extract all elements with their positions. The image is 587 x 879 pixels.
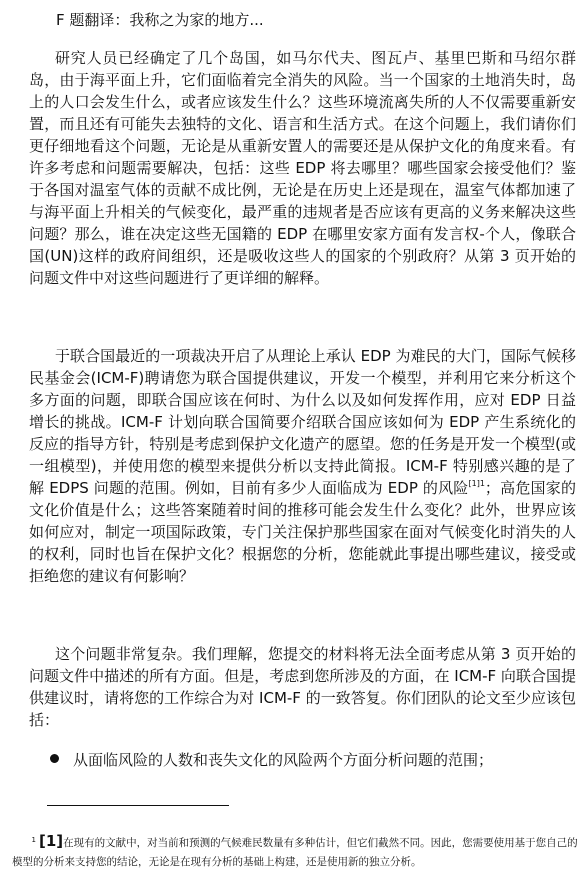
- bullet-item-text: 从面临风险的人数和丧失文化的风险两个方面分析问题的范围；: [73, 751, 494, 769]
- paragraph-task-text-1: 于联合国最近的一项裁决开启了从理论上承认 EDP 为难民的大门，国际气候移民基金会(ICM-F)聘请您为联合国提供建议，开发一个模型，并利用它来分析这个多方面的问题，即联合国应该在何时、为什么以及如何发挥作用，应对 EDP 日益增长的挑战。ICM-F 计划向联合国简要介绍联合国应该如何为 EDP 产生系统化的反应的指导方针，特别是考虑到保护文化遗产的愿望。您的任务是开发一个模型(或一组模型)，并使用您的模型来提供分析以支持此简报。ICM-F 特别感兴趣的是了解 EDPS 问题的范围。例如，目前有多少人面临成为 EDP 的风险: [29, 347, 576, 497]
- footnote: 1 [1]在现有的文献中，对当前和预测的气候难民数量有多种估计，但它们截然不同。因此，您需要使用基于您自己的模型的分析来支持您的结论，无论是在现有分析的基础上构建，还是使用新的独立分析。: [12, 832, 578, 868]
- page-title: F 题翻译：我称之为家的地方...: [56, 11, 264, 29]
- paragraph-task: [29, 345, 576, 587]
- bullet-dot-icon: [50, 754, 59, 763]
- footnote-reference[interactable]: [1]1: [468, 479, 485, 488]
- paragraph-intro: 研究人员已经确定了几个岛国，如马尔代夫、图瓦卢、基里巴斯和马绍尔群岛，由于海平面上升，它们面临着完全消失的风险。当一个国家的土地消失时，岛上的人口会发生什么，或者应该发生什么？这些环境流离失所的人不仅需要重新安置，而且还有可能失去独特的文化、语言和生活方式。在这个问题上，我们请你们更仔细地看这个问题，无论是从重新安置人的需要还是从保护文化的角度来看。有许多考虑和问题需要解决，包括：这些 EDP 将去哪里？哪些国家会接受他们？鉴于各国对温室气体的贡献不成比例，无论是在历史上还是现在，温室气体都加速了与海平面上升相关的气候变化，最严重的违规者是否应该有更高的义务来解决这些问题？那么，谁在决定这些无国籍的 EDP 在哪里安家方面有发言权-个人，像联合国(UN)这样的政府间组织，还是吸收这些人的国家的个别政府？从第 3 页开始的问题文件中对这些问题进行了更详细的解释。: [29, 49, 576, 287]
- paragraph-requirements: 这个问题非常复杂。我们理解，您提交的材料将无法全面考虑从第 3 页开始的问题文件中描述的所有方面。但是，考虑到您所涉及的方面，在 ICM-F 向联合国提供建议时，请将您的工作综合为对 ICM-F 的一致答复。你们团队的论文至少应该包括：: [29, 645, 576, 729]
- footnote-divider: [47, 805, 229, 806]
- footnote-ref: [1]: [39, 832, 64, 850]
- footnote-text: 在现有的文献中，对当前和预测的气候难民数量有多种估计，但它们截然不同。因此，您需要使用基于您自己的模型的分析来支持您的结论，无论是在现有分析的基础上构建，还是使用新的独立分析。: [12, 837, 578, 868]
- bullet-item: [50, 749, 493, 771]
- paragraph-task-text-2: ；高危国家的文化价值是什么；这些答案随着时间的推移可能会发生什么变化？此外，世界应该如何应对，制定一项国际政策，专门关注保护那些国家在面对气候变化时消失的人的权利，同时也旨在保护文化？根据您的分析，您能就此事提出哪些建议，接受或拒绝您的建议有何影响？: [29, 479, 576, 585]
